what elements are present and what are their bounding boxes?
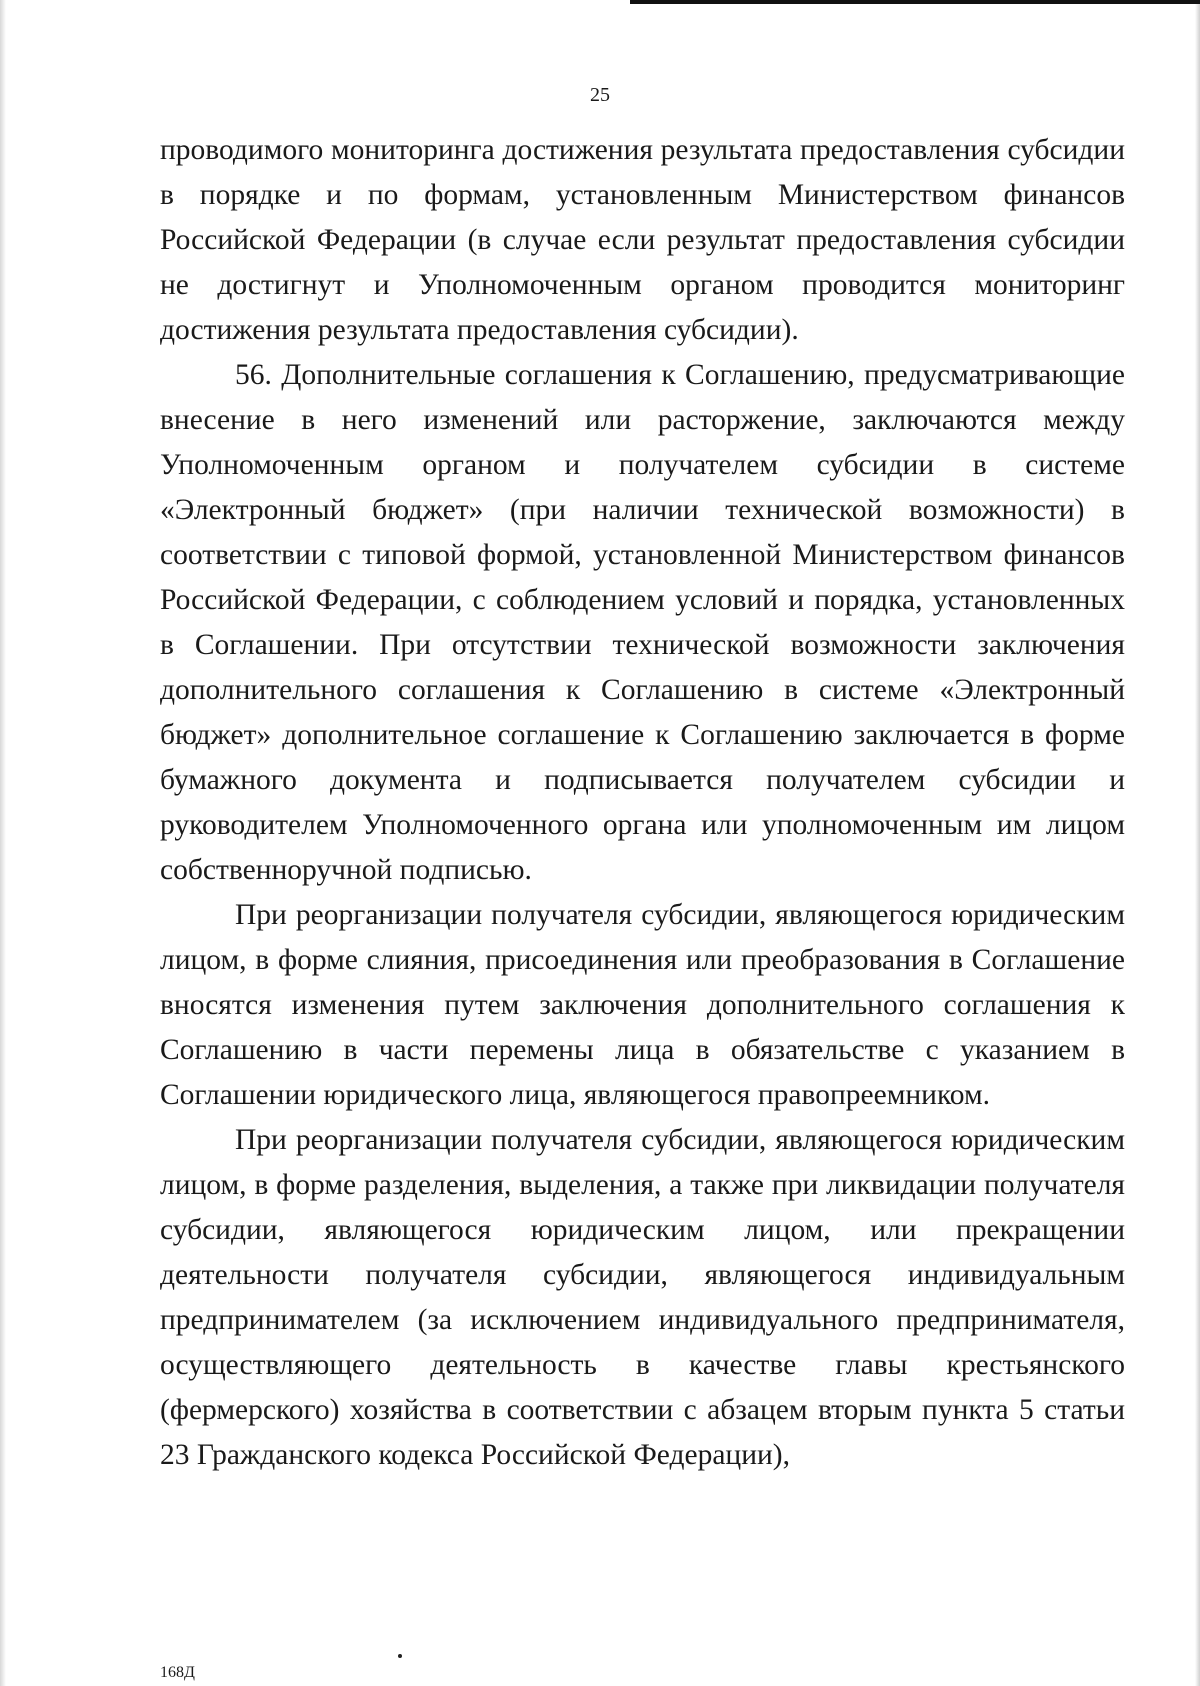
- scan-edge-left: [0, 0, 6, 1686]
- document-body: [160, 128, 1125, 1478]
- paragraph-continuation: проводимого мониторинга достижения результата предоставления субсидии в порядке и по формам, установленным Министерством финансов Российской Федерации (в случае если результат предоставления субсидии не достигнут и Уполномоченным органом проводится мониторинг достижения результата предоставления субсидии).: [160, 134, 1125, 346]
- paragraph-item-56: 56. Дополнительные соглашения к Соглашению, предусматривающие внесение в него изменений или расторжение, заключаются между Уполномоченным органом и получателем субсидии в системе «Электронный бюджет» (при наличии технической возможности) в соответствии с типовой формой, установленной Министерством финансов Российской Федерации, с соблюдением условий и порядка, установленных в Соглашении. При отсутствии технической возможности заключения дополнительного соглашения к Соглашению в системе «Электронный бюджет» дополнительное соглашение к Соглашению заключается в форме бумажного документа и подписывается получателем субсидии и руководителем Уполномоченного органа или уполномоченным им лицом собственноручной подписью.: [160, 359, 1125, 886]
- page-number: 25: [590, 84, 610, 106]
- paragraph-reorganization-division: При реорганизации получателя субсидии, являющегося юридическим лицом, в форме разделения, выделения, а также при ликвидации получателя субсидии, являющегося юридическим лицом, или прекращении деятельности получателя субсидии, являющегося индивидуальным предпринимателем (за исключением индивидуального предпринимателя, осуществляющего деятельность в качестве главы крестьянского (фермерского) хозяйства в соответствии с абзацем вторым пункта 5 статьи 23 Гражданского кодекса Российской Федерации),: [160, 1124, 1125, 1471]
- scan-top-rule: [630, 0, 1200, 4]
- scan-edge-right: [1195, 0, 1200, 1686]
- footer-document-code: 168Д: [160, 1664, 195, 1681]
- paragraph-reorganization-merger: При реорганизации получателя субсидии, являющегося юридическим лицом, в форме слияния, присоединения или преобразования в Соглашение вносятся изменения путем заключения дополнительного соглашения к Соглашению в части перемены лица в обязательстве с указанием в Соглашении юридического лица, являющегося правопреемником.: [160, 899, 1125, 1111]
- scan-speck: [398, 1654, 402, 1658]
